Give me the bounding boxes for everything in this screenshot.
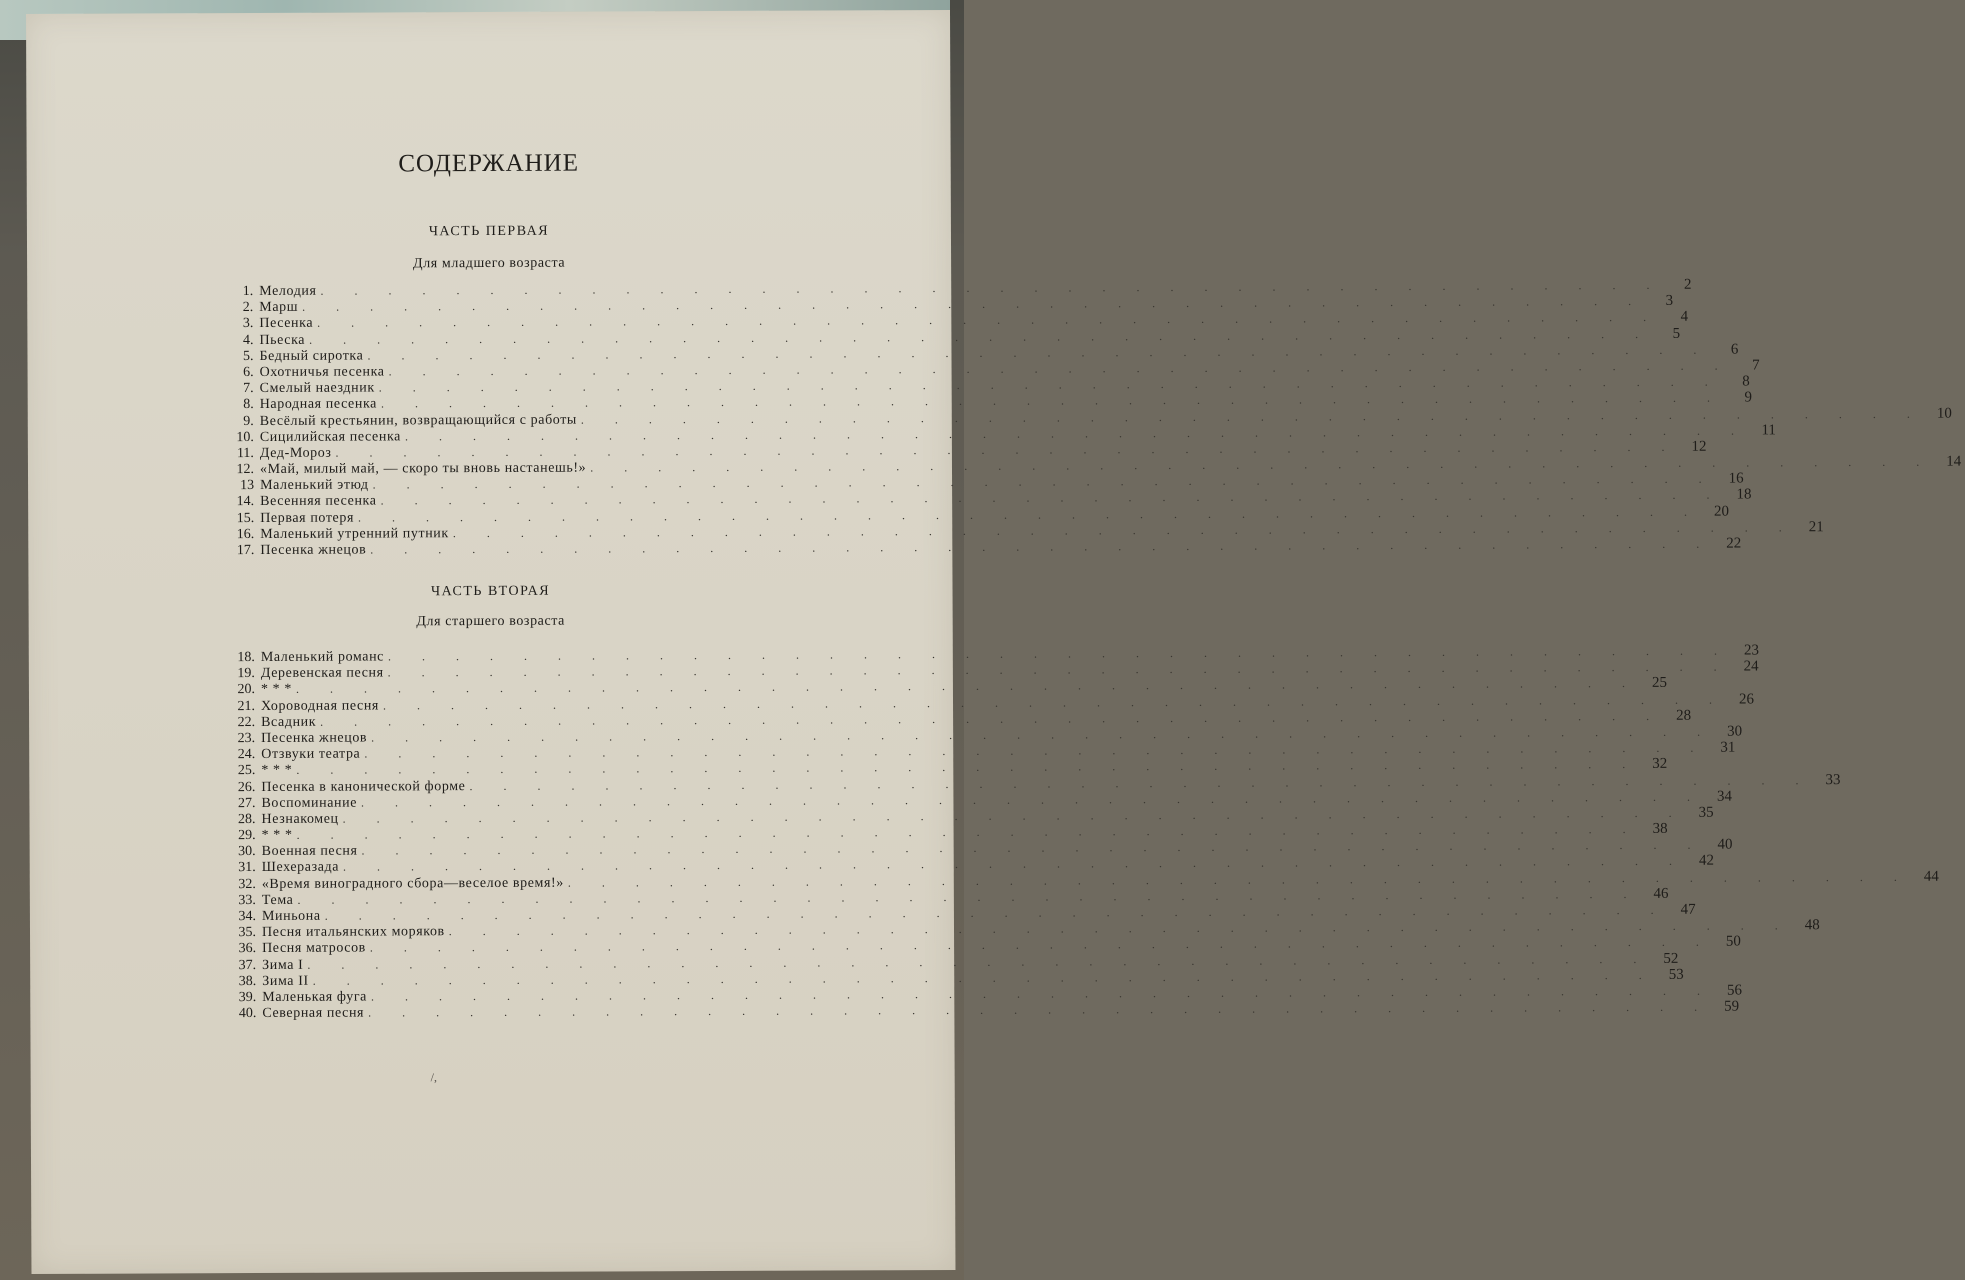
dot-leader: . . . . . . . . . . . . . . . . . . . . . . . . . . . . . . . . . . . . . . . .: [342, 805, 1686, 826]
dot-leader: . . . . . . . . . . . . . . . . . . . . . . . . . . . . . . . . . . . . . . . .: [312, 967, 1656, 988]
entry-page-number: 11: [1761, 422, 1776, 439]
entry-number: 30.: [238, 844, 256, 860]
dot-leader: . . . . . . . . . . . . . . . . . . . . . . . . . . . . . . . . . . . . . . . .: [295, 676, 1639, 697]
entry-title: Шехеразада: [261, 860, 340, 876]
entry-page-number: 44: [1923, 868, 1939, 885]
dot-leader: . . . . . . . . . . . . . . . . . . . . . . . . . . . . . . . . . . . . . . . .: [302, 294, 1646, 314]
entry-number: 26.: [237, 779, 256, 795]
dot-leader: . . . . . . . . . . . . . . . . . . . . . . . . . . . . . . . . . . . . . . . .: [380, 390, 1724, 411]
entry-page-number: 7: [1752, 357, 1760, 374]
entry-page-number: 22: [1726, 535, 1742, 552]
entry-page-number: 18: [1736, 486, 1752, 503]
dot-leader: . . . . . . . . . . . . . . . . . . . . . . . . . . . . . . . . . . . . . . . .: [448, 918, 1792, 939]
dot-leader: . . . . . . . . . . . . . . . . . . . . . . . . . . . . . . . . . . . . . . . .: [307, 951, 1651, 972]
dot-leader: . . . . . . . . . . . . . . . . . . . . . . . . . . . . . . . . . . . . . . . .: [369, 935, 1713, 955]
dot-leader: . . . . . . . . . . . . . . . . . . . . . . . . . . . . . . . . . . . . . . . .: [368, 999, 1712, 1020]
entry-title: Маленький этюд: [260, 477, 369, 494]
entry-number: 8.: [243, 397, 254, 413]
entry-page-number: 21: [1808, 518, 1824, 536]
dot-leader: . . . . . . . . . . . . . . . . . . . . . . . . . . . . . . . . . . . . . . . .: [320, 277, 1664, 298]
entry-title: Смелый наездник: [259, 380, 375, 397]
entry-number: 19.: [237, 666, 255, 682]
entry-title: Охотничья песенка: [259, 364, 385, 380]
entry-title: Бедный сиротка: [259, 348, 364, 364]
entry-title: «Май, милый май, — скоро ты вновь настанешь!»: [259, 460, 587, 478]
entry-number: 1.: [242, 284, 254, 300]
toc-entry: [220, 998, 1740, 1022]
entry-page-number: 30: [1727, 723, 1743, 740]
dot-leader: . . . . . . . . . . . . . . . . . . . . . . . . . . . . . . . . . . . . . . . .: [370, 983, 1714, 1004]
entry-number: 22.: [237, 714, 256, 730]
entry-page-number: 2: [1683, 276, 1692, 293]
part-one-subtitle: Для младшего возраста: [412, 255, 566, 272]
entry-title: Отзвуки театра: [261, 746, 361, 763]
entry-page-number: 28: [1676, 707, 1692, 724]
dot-leader: . . . . . . . . . . . . . . . . . . . . . . . . . . . . . . . . . . . . . . . .: [320, 708, 1664, 729]
entry-title: Всадник: [261, 714, 317, 730]
dot-leader: . . . . . . . . . . . . . . . . . . . . . . . . . . . . . . . . . . . . . . . .: [364, 740, 1708, 761]
entry-number: 24.: [237, 747, 256, 763]
entry-number: 28.: [237, 811, 256, 827]
entry-number: 2.: [242, 300, 254, 316]
entry-number: 35.: [238, 925, 257, 941]
entry-page-number: 53: [1668, 966, 1684, 983]
entry-title: Пьеска: [259, 332, 306, 348]
entry-page-number: 10: [1936, 405, 1952, 422]
dot-leader: . . . . . . . . . . . . . . . . . . . . . . . . . . . . . . . . . . . . . . . .: [469, 772, 1813, 793]
entry-title: Зима II: [262, 973, 309, 989]
dot-leader: . . . . . . . . . . . . . . . . . . . . . . . . . . . . . . . . . . . . . . . .: [296, 822, 1640, 842]
entry-title: Народная песенка: [259, 396, 377, 413]
entry-page-number: 26: [1738, 691, 1754, 708]
dot-leader: . . . . . . . . . . . . . . . . . . . . . . . . . . . . . . . . . . . . . . . .: [378, 374, 1722, 395]
entry-title: Тема: [261, 892, 294, 908]
entry-number: 5.: [242, 348, 254, 364]
entry-page-number: 32: [1652, 756, 1668, 773]
entry-page-number: 31: [1720, 739, 1736, 756]
dot-leader: . . . . . . . . . . . . . . . . . . . . . . . . . . . . . . . . . . . . . . . .: [580, 406, 1924, 427]
entry-title: * * *: [261, 827, 293, 844]
entry-title: Миньона: [261, 908, 321, 924]
entry-page-number: 3: [1665, 293, 1674, 310]
entry-title: * * *: [260, 682, 292, 698]
part-two-title: ЧАСТЬ ВТОРАЯ: [430, 583, 551, 600]
entry-page-number: 12: [1691, 438, 1707, 455]
dot-leader: . . . . . . . . . . . . . . . . . . . . . . . . . . . . . . . . . . . . . . . .: [370, 536, 1714, 557]
entry-page-number: 34: [1716, 788, 1733, 805]
dot-leader: . . . . . . . . . . . . . . . . . . . . . . . . . . . . . . . . . . . . . . . .: [387, 659, 1731, 680]
dot-leader: . . . . . . . . . . . . . . . . . . . . . . . . . . . . . . . . . . . . . . . .: [343, 854, 1687, 875]
toc-entry: [218, 535, 1742, 559]
page-title: СОДЕРЖАНИЕ: [398, 149, 580, 178]
entry-title: Маленький романс: [260, 649, 385, 665]
entry-page-number: 50: [1725, 933, 1741, 950]
entry-number: 18.: [237, 650, 255, 666]
entry-number: 3.: [242, 316, 254, 332]
entry-number: 29.: [238, 828, 256, 844]
entry-number: 11.: [236, 445, 254, 461]
entry-title: Военная песня: [261, 843, 358, 860]
entry-title: Песня итальянских моряков: [261, 924, 445, 941]
entry-number: 25.: [237, 763, 256, 779]
entry-number: 6.: [243, 364, 254, 380]
entry-title: «Время виноградного сбора—веселое время!»: [261, 875, 564, 892]
dot-leader: . . . . . . . . . . . . . . . . . . . . . . . . . . . . . . . . . . . . . . . .: [380, 488, 1724, 508]
dot-leader: . . . . . . . . . . . . . . . . . . . . . . . . . . . . . . . . . . . . . . . .: [404, 423, 1748, 444]
entry-page-number: 8: [1742, 373, 1750, 390]
entry-title: Сицилийская песенка: [259, 429, 401, 445]
entry-page-number: 23: [1743, 642, 1760, 659]
entry-title: Песенка в канонической форме: [261, 778, 466, 795]
entry-number: 16.: [236, 526, 255, 542]
dot-leader: . . . . . . . . . . . . . . . . . . . . . . . . . . . . . . . . . . . . . . . .: [452, 520, 1796, 540]
entry-number: 27.: [237, 795, 256, 811]
entry-number: 9.: [243, 413, 254, 429]
entry-number: 21.: [237, 698, 256, 714]
entry-number: 38.: [238, 973, 257, 989]
entry-title: Весенняя песенка: [260, 493, 377, 510]
entry-title: Северная песня: [262, 1005, 365, 1022]
entry-number: 37.: [238, 957, 257, 973]
entry-page-number: 16: [1728, 470, 1744, 487]
entry-title: Маленькая фуга: [262, 989, 368, 1005]
entry-page-number: 59: [1724, 998, 1740, 1015]
entry-number: 14.: [236, 494, 255, 510]
dot-leader: . . . . . . . . . . . . . . . . . . . . . . . . . . . . . . . . . . . . . . . .: [335, 439, 1679, 460]
dot-leader: . . . . . . . . . . . . . . . . . . . . . . . . . . . . . . . . . . . . . . . .: [387, 643, 1731, 664]
part-two-subtitle: Для старшего возраста: [416, 613, 566, 630]
entry-title: Песня матросов: [262, 940, 366, 957]
entry-page-number: 25: [1651, 675, 1667, 692]
entry-number: 36.: [238, 941, 257, 957]
entry-title: Зима I: [262, 957, 304, 973]
entry-number: 17.: [236, 543, 255, 559]
entry-number: 39.: [238, 989, 257, 1006]
dot-leader: . . . . . . . . . . . . . . . . . . . . . . . . . . . . . . . . . . . . . . . .: [367, 342, 1711, 363]
dot-leader: . . . . . . . . . . . . . . . . . . . . . . . . . . . . . . . . . . . . . . . .: [317, 310, 1661, 331]
dot-leader: . . . . . . . . . . . . . . . . . . . . . . . . . . . . . . . . . . . . . . . .: [309, 326, 1653, 347]
entry-title: Воспоминание: [261, 795, 358, 811]
entry-title: Мелодия: [259, 283, 317, 299]
entry-title: Незнакомец: [261, 811, 339, 827]
entry-number: 12.: [236, 462, 255, 478]
dot-leader: . . . . . . . . . . . . . . . . . . . . . . . . . . . . . . . . . . . . . . . .: [567, 869, 1911, 890]
entry-page-number: 40: [1717, 836, 1733, 853]
entry-number: 7.: [243, 381, 254, 397]
entry-number: 31.: [238, 860, 256, 876]
entry-title: Первая потеря: [260, 510, 355, 526]
entry-page-number: 46: [1653, 885, 1669, 902]
entry-page-number: 47: [1680, 901, 1696, 918]
entry-page-number: 24: [1743, 658, 1759, 675]
entry-title: Песенка жнецов: [260, 542, 367, 558]
entry-number: 40.: [238, 1006, 257, 1022]
entry-page-number: 42: [1698, 853, 1715, 870]
dot-leader: . . . . . . . . . . . . . . . . . . . . . . . . . . . . . . . . . . . . . . . .: [296, 757, 1640, 778]
dot-leader: . . . . . . . . . . . . . . . . . . . . . . . . . . . . . . . . . . . . . . . .: [590, 454, 1934, 475]
entry-page-number: 6: [1730, 341, 1739, 358]
entry-page-number: 14: [1946, 453, 1962, 470]
part-one-title: ЧАСТЬ ПЕРВАЯ: [428, 223, 550, 240]
entry-title: Песенка: [259, 316, 314, 332]
entry-title: Марш: [259, 300, 299, 316]
entry-page-number: 4: [1680, 309, 1689, 326]
entry-page-number: 48: [1804, 917, 1820, 934]
page-mark: /,: [430, 1070, 438, 1085]
entry-title: Дед-Мороз: [259, 445, 332, 461]
entry-title: Деревенская песня: [260, 665, 384, 682]
entry-title: Хороводная песня: [260, 698, 379, 714]
entry-page-number: 33: [1825, 771, 1841, 788]
entry-title: Песенка жнецов: [261, 730, 368, 746]
dot-leader: . . . . . . . . . . . . . . . . . . . . . . . . . . . . . . . . . . . . . . . .: [297, 886, 1641, 907]
entry-title: Весёлый крестьянин, возвращающийся с работы: [259, 412, 577, 429]
entry-page-number: 56: [1726, 982, 1742, 999]
entry-number: 32.: [238, 876, 256, 892]
dot-leader: . . . . . . . . . . . . . . . . . . . . . . . . . . . . . . . . . . . . . . . .: [372, 471, 1716, 492]
document-page: [26, 10, 1962, 1274]
dot-leader: . . . . . . . . . . . . . . . . . . . . . . . . . . . . . . . . . . . . . . . .: [357, 504, 1702, 525]
entry-page-number: 52: [1663, 950, 1679, 967]
entry-page-number: 35: [1698, 804, 1714, 821]
entry-number: 4.: [242, 332, 254, 348]
dot-leader: . . . . . . . . . . . . . . . . . . . . . . . . . . . . . . . . . . . . . . . .: [382, 692, 1726, 713]
part-two-contents: [219, 642, 1939, 1022]
entry-number: 33.: [238, 892, 256, 908]
entry-number: 34.: [238, 909, 256, 925]
entry-number: 13: [240, 478, 255, 494]
part-one-contents: [217, 276, 1962, 559]
dot-leader: . . . . . . . . . . . . . . . . . . . . . . . . . . . . . . . . . . . . . . . .: [361, 789, 1705, 810]
dot-leader: . . . . . . . . . . . . . . . . . . . . . . . . . . . . . . . . . . . . . . . .: [361, 837, 1705, 858]
entry-title: Маленький утренний путник: [260, 525, 449, 542]
dot-leader: . . . . . . . . . . . . . . . . . . . . . . . . . . . . . . . . . . . . . . . .: [371, 724, 1715, 745]
entry-page-number: 9: [1744, 389, 1752, 406]
entry-number: 15.: [236, 510, 255, 526]
entry-page-number: 20: [1713, 503, 1730, 520]
entry-page-number: 38: [1652, 820, 1668, 837]
entry-number: 23.: [237, 730, 256, 747]
entry-number: 10.: [236, 429, 254, 445]
entry-page-number: 5: [1672, 325, 1681, 342]
entry-title: * * *: [261, 763, 293, 779]
dot-leader: . . . . . . . . . . . . . . . . . . . . . . . . . . . . . . . . . . . . . . . .: [324, 902, 1668, 923]
dot-leader: . . . . . . . . . . . . . . . . . . . . . . . . . . . . . . . . . . . . . . . .: [388, 358, 1732, 379]
entry-number: 20.: [237, 682, 255, 698]
